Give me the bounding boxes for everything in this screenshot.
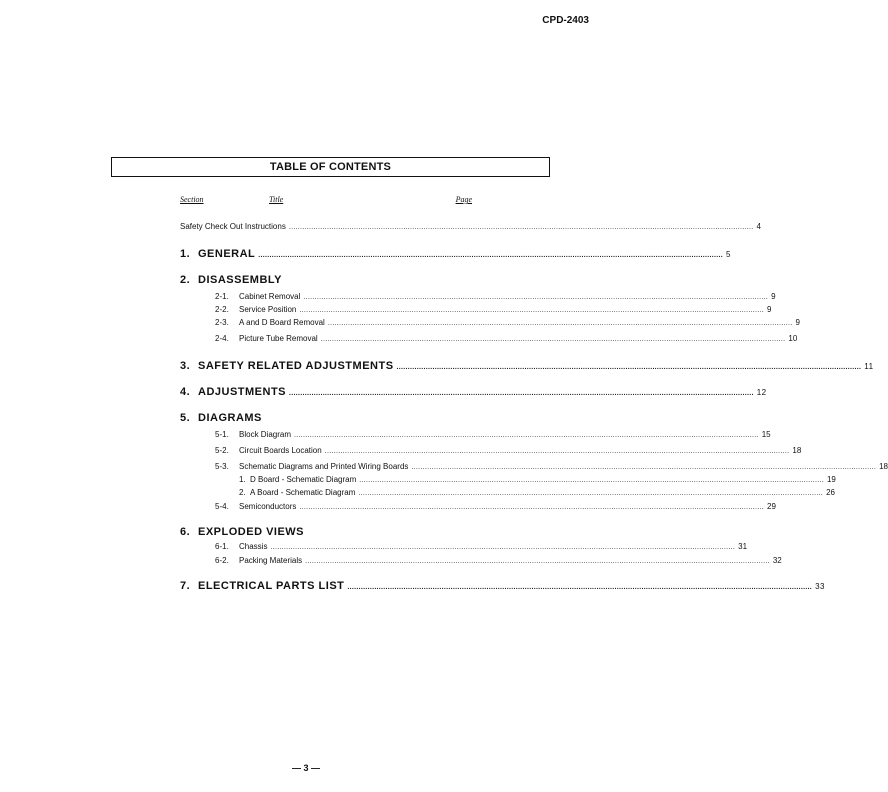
entry-label: ELECTRICAL PARTS LIST (198, 580, 345, 592)
entry-label: DISASSEMBLY (198, 274, 282, 286)
leader-dots: ............................................................................................................................................................................................................... (305, 558, 770, 565)
leader-dots: ............................................................................................................................................................................................................... (270, 544, 736, 551)
entry-label: Service Position (239, 305, 297, 314)
entry-page: 9 (771, 292, 776, 301)
entry-number: 6. (180, 526, 191, 538)
entry-label: EXPLODED VIEWS (198, 526, 305, 538)
toc-entry-5-3[interactable] (215, 462, 888, 471)
leader-dots: ............................................................................................................................................................................................................... (299, 307, 765, 314)
entry-number: 1. (239, 475, 246, 484)
entry-label: Semiconductors (239, 502, 297, 511)
toc-entry-5-3-2[interactable] (239, 488, 835, 497)
header-page: Page (455, 195, 472, 204)
entry-page: 31 (738, 542, 748, 551)
entry-page: 32 (772, 556, 782, 565)
toc-heading-disassembly[interactable] (180, 274, 282, 286)
toc-entry-parts-list[interactable] (180, 580, 825, 592)
toc-title: TABLE OF CONTENTS (269, 161, 392, 173)
leader-dots: ............................................................................................................................................................................................................... (327, 320, 793, 327)
toc-entry-2-2[interactable] (215, 305, 772, 314)
toc-heading-exploded-views[interactable] (180, 526, 304, 538)
entry-number: 6-1. (215, 542, 229, 551)
entry-page: 33 (815, 582, 825, 591)
entry-number: 4. (180, 386, 191, 398)
entry-number: 2-2. (215, 305, 229, 314)
entry-number: 2-1. (215, 292, 229, 301)
header-title: Title (269, 195, 284, 204)
toc-title-box (111, 157, 550, 177)
toc-entry-safety[interactable] (180, 222, 761, 231)
leader-dots: ............................................................................................................................................................................................................... (411, 464, 877, 471)
leader-dots: ............................................................................................................................................................................................................... (299, 504, 765, 511)
toc-heading-diagrams[interactable] (180, 412, 262, 424)
entry-page: 26 (826, 488, 835, 497)
entry-number: 5-1. (215, 430, 229, 439)
entry-label: Chassis (239, 542, 268, 551)
toc-entry-2-3[interactable] (215, 318, 800, 327)
entry-number: 5-2. (215, 446, 229, 455)
entry-number: 2-3. (215, 318, 229, 327)
entry-label: Cabinet Removal (239, 292, 301, 301)
entry-page: 9 (795, 318, 800, 327)
leader-dots: ............................................................................................................................................................................................................... (303, 294, 769, 301)
toc-entry-5-4[interactable] (215, 502, 776, 511)
entry-number: 5. (180, 412, 191, 424)
toc-entry-adjustments[interactable] (180, 386, 767, 398)
toc-entry-5-3-1[interactable] (239, 475, 836, 484)
toc-entry-general[interactable] (180, 248, 731, 260)
entry-page: 4 (756, 222, 761, 231)
toc-entry-2-1[interactable] (215, 292, 776, 301)
entry-label: Packing Materials (239, 556, 303, 565)
entry-label: DIAGRAMS (198, 412, 262, 424)
leader-dots: ............................................................................................................................................................................................................... (324, 448, 790, 455)
entry-number: 5-4. (215, 502, 229, 511)
entry-number: 7. (180, 580, 191, 592)
leader-dots: ............................................................................................................................................................................................................... (396, 364, 862, 371)
entry-label: Safety Check Out Instructions (180, 222, 286, 231)
entry-label: SAFETY RELATED ADJUSTMENTS (198, 360, 394, 372)
model-number: CPD-2403 (542, 15, 589, 26)
leader-dots: ............................................................................................................................................................................................................... (320, 336, 786, 343)
entry-label: Block Diagram (239, 430, 292, 439)
toc-entry-6-2[interactable] (215, 556, 782, 565)
entry-page: 19 (826, 475, 836, 484)
leader-dots: ............................................................................................................................................................................................................... (358, 490, 824, 497)
entry-page: 11 (864, 362, 874, 371)
entry-label: D Board - Schematic Diagram (250, 475, 357, 484)
entry-number: 1. (180, 248, 191, 260)
entry-number: 2. (239, 488, 246, 497)
entry-number: 2. (180, 274, 191, 286)
entry-page: 18 (879, 462, 888, 471)
entry-label: Circuit Boards Location (239, 446, 322, 455)
toc-entry-safety-adjustments[interactable] (180, 360, 874, 372)
entry-page: 5 (725, 250, 731, 259)
entry-page: 12 (756, 388, 767, 397)
entry-label: A Board - Schematic Diagram (250, 488, 356, 497)
entry-page: 9 (767, 305, 772, 314)
toc-entry-5-1[interactable] (215, 430, 771, 439)
toc-entry-6-1[interactable] (215, 542, 748, 551)
leader-dots: ............................................................................................................................................................................................................... (359, 477, 824, 484)
entry-number: 6-2. (215, 556, 229, 565)
leader-dots: ............................................................................................................................................................................................................... (258, 252, 723, 259)
entry-page: 15 (761, 430, 771, 439)
entry-page: 29 (767, 502, 776, 511)
toc-entry-5-2[interactable] (215, 446, 802, 455)
page-number: — 3 — (291, 763, 320, 773)
entry-page: 10 (788, 334, 798, 343)
entry-label: Picture Tube Removal (239, 334, 318, 343)
toc-entry-2-4[interactable] (215, 334, 798, 343)
entry-label: A and D Board Removal (239, 318, 325, 327)
entry-number: 5-3. (215, 462, 229, 471)
column-headers (180, 195, 472, 207)
leader-dots: ............................................................................................................................................................................................................... (289, 390, 754, 397)
entry-page: 18 (792, 446, 802, 455)
entry-label: Schematic Diagrams and Printed Wiring Boards (239, 462, 409, 471)
entry-label: ADJUSTMENTS (198, 386, 287, 398)
leader-dots: ............................................................................................................................................................................................................... (294, 432, 759, 439)
leader-dots: ............................................................................................................................................................................................................... (288, 224, 754, 231)
entry-label: GENERAL (198, 248, 256, 260)
leader-dots: ............................................................................................................................................................................................................... (347, 584, 813, 591)
header-section: Section (180, 195, 204, 204)
entry-number: 3. (180, 360, 191, 372)
entry-number: 2-4. (215, 334, 229, 343)
